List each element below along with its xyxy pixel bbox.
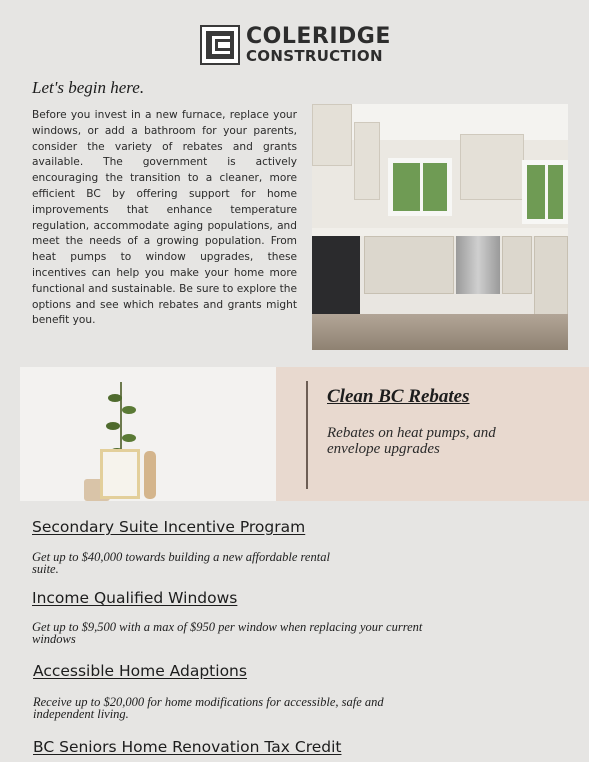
logo-tagline: CONSTRUCTION [246, 47, 383, 65]
intro-heading: Let's begin here. [32, 78, 145, 97]
company-logo [200, 23, 391, 67]
income-qualified-windows-description: Get up to $9,500 with a max of $950 per window when replacing your current windows [32, 620, 423, 646]
clean-bc-rebates-link[interactable]: Clean BC Rebates [327, 386, 470, 407]
plant-decor-photo [20, 367, 276, 501]
secondary-suite-description: Get up to $40,000 towards building a new affordable rental suite. [32, 550, 330, 576]
banner-divider [306, 381, 308, 489]
secondary-suite-link[interactable]: Secondary Suite Incentive Program [32, 518, 306, 536]
clean-bc-rebates-description: Rebates on heat pumps, and envelope upgrades [327, 425, 496, 457]
accessible-home-adaptions-description: Receive up to $20,000 for home modifications for accessible, safe and independent living. [33, 695, 384, 721]
intro-paragraph: Before you invest in a new furnace, replace your windows, or add a bathroom for your parents, consider the variety of rebates and grants available. The government is actively encouraging the transition to a cleaner, more efficient BC by offering support for home improvements that enhance temperature regulation, accommodate aging populations, and meet the needs of a growing population. From heat pumps to window upgrades, these incentives can help you make your home more functional and sustainable. Be sure to explore the options and see which rebates and grants might benefit you. [32, 109, 297, 327]
logo-name: COLERIDGE [246, 24, 391, 49]
coleridge-logo-icon [200, 25, 240, 65]
bc-seniors-tax-credit-link[interactable]: BC Seniors Home Renovation Tax Credit [33, 738, 342, 756]
kitchen-photo [312, 104, 568, 350]
income-qualified-windows-link[interactable]: Income Qualified Windows [32, 589, 238, 607]
accessible-home-adaptions-link[interactable]: Accessible Home Adaptions [33, 662, 247, 680]
